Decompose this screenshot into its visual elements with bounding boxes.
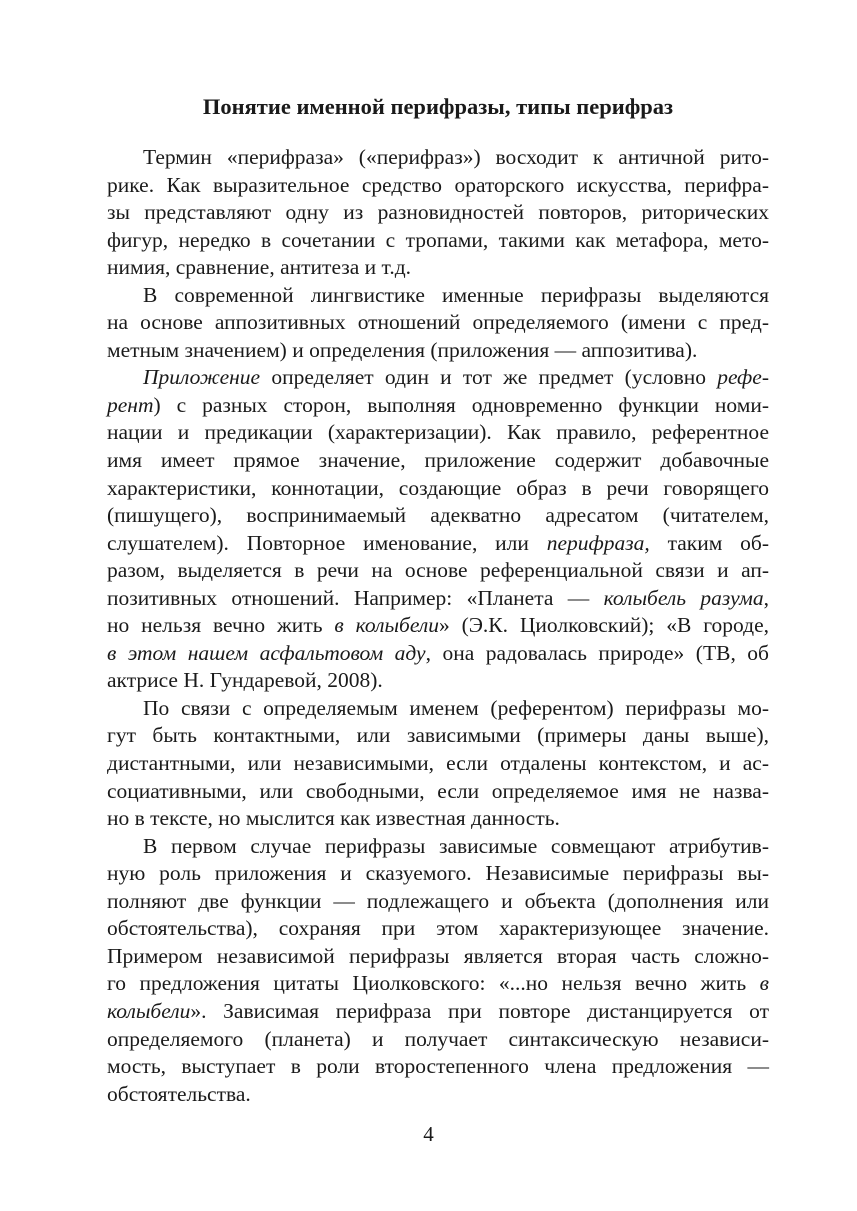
page-title: Понятие именной перифразы, типы перифраз bbox=[202, 94, 674, 119]
text-segment: » (Э.К. Циолковский); «В городе, bbox=[438, 613, 770, 638]
text-segment: , она радовалась природе» (ТВ, об bbox=[425, 640, 769, 665]
italic-term: Приложение bbox=[143, 365, 261, 390]
text-segment: фигур, нередко в сочетании с тропами, такими как метафора, мето- bbox=[107, 227, 769, 252]
text-line bbox=[107, 1026, 769, 1054]
text-line bbox=[107, 750, 769, 778]
text-segment: определяемого (планета) и получает синтаксическую независи- bbox=[107, 1026, 769, 1051]
text-segment: В современной лингвистике именные перифразы выделяются bbox=[143, 282, 769, 307]
text-body bbox=[107, 144, 769, 1108]
paragraph bbox=[107, 833, 769, 1108]
page-number: 4 bbox=[423, 1122, 434, 1146]
text-line bbox=[107, 612, 769, 640]
text-segment: ) с разных сторон, выполняя одновременно функции номи- bbox=[153, 392, 769, 417]
text-line bbox=[107, 475, 769, 503]
text-segment: на основе аппозитивных отношений определяемого (имени с пред- bbox=[107, 310, 769, 335]
text-segment: мость, выступает в роли второстепенного члена предложения — bbox=[107, 1054, 769, 1079]
paragraph bbox=[107, 282, 769, 365]
italic-term: рент bbox=[107, 392, 154, 417]
text-line bbox=[107, 1081, 769, 1109]
text-line bbox=[107, 915, 769, 943]
italic-term: рефе- bbox=[717, 365, 769, 390]
italic-term: колыбель разума bbox=[603, 585, 764, 610]
text-line bbox=[107, 833, 769, 861]
text-segment: , bbox=[763, 585, 769, 610]
text-segment: обстоятельства. bbox=[107, 1081, 251, 1106]
text-segment: дистантными, или независимыми, если отдалены контекстом, и ас- bbox=[107, 751, 769, 776]
text-line bbox=[107, 667, 769, 695]
text-segment: зы представляют одну из разновидностей повторов, риторических bbox=[107, 200, 769, 225]
text-segment: По связи с определяемым именем (референтом) перифразы мо- bbox=[143, 695, 769, 720]
text-segment: актрисе Н. Гундаревой, 2008). bbox=[107, 668, 383, 693]
text-line bbox=[107, 557, 769, 585]
text-segment: но в тексте, но мыслится как известная данность. bbox=[107, 806, 560, 831]
text-segment: обстоятельства), сохраняя при этом характеризующее значение. bbox=[107, 916, 769, 941]
text-segment: Термин «перифраза» («перифраз») восходит к античной рито- bbox=[143, 145, 769, 169]
text-line bbox=[107, 860, 769, 888]
text-segment: разом, выделяется в речи на основе референциальной связи и ап- bbox=[107, 558, 769, 583]
text-line bbox=[107, 309, 769, 337]
text-line bbox=[107, 172, 769, 200]
text-line bbox=[107, 640, 769, 668]
text-segment: Примером независимой перифразы является вторая часть сложно- bbox=[107, 943, 769, 968]
text-segment: ». Зависимая перифраза при повторе дистанцируется от bbox=[190, 998, 769, 1023]
text-segment: В первом случае перифразы зависимые совмещают атрибутив- bbox=[143, 833, 769, 858]
text-segment: гут быть контактными, или зависимыми (примеры даны выше), bbox=[107, 723, 769, 748]
text-segment: нимия, сравнение, антитеза и т.д. bbox=[107, 255, 412, 280]
text-line bbox=[107, 1053, 769, 1081]
text-line bbox=[107, 144, 769, 172]
text-segment: метным значением) и определения (приложения — аппозитива). bbox=[107, 337, 698, 362]
text-segment: го предложения цитаты Циолковского: «...но нельзя вечно жить bbox=[107, 971, 760, 996]
italic-term: колыбели bbox=[107, 998, 191, 1023]
paragraph bbox=[107, 695, 769, 833]
text-segment: но нельзя вечно жить bbox=[107, 613, 335, 638]
text-line bbox=[107, 199, 769, 227]
text-segment: таким об- bbox=[649, 530, 769, 555]
text-line bbox=[107, 888, 769, 916]
text-line bbox=[107, 502, 769, 530]
text-segment: нации и предикации (характеризации). Как правило, референтное bbox=[107, 420, 769, 445]
text-segment: (пишущего), воспринимаемый адекватно адресатом (читателем, bbox=[107, 503, 769, 528]
text-line bbox=[107, 419, 769, 447]
text-segment: полняют две функции — подлежащего и объекта (дополнения или bbox=[107, 888, 769, 913]
text-line bbox=[107, 392, 769, 420]
italic-term: в колыбели bbox=[334, 613, 439, 638]
text-line bbox=[107, 970, 769, 998]
text-segment: характеристики, коннотации, создающие образ в речи говорящего bbox=[107, 475, 769, 500]
text-segment: позитивных отношений. Например: «Планета — bbox=[107, 585, 604, 610]
text-segment: социативными, или свободными, если определяемое имя не назва- bbox=[107, 778, 769, 803]
italic-term: в bbox=[759, 971, 769, 996]
text-line bbox=[107, 943, 769, 971]
text-line bbox=[107, 447, 769, 475]
italic-term: перифраза, bbox=[546, 530, 650, 555]
italic-term: в этом нашем асфальтовом аду bbox=[107, 640, 426, 665]
text-line bbox=[107, 227, 769, 255]
text-line bbox=[107, 695, 769, 723]
text-line bbox=[107, 585, 769, 613]
page-body bbox=[107, 92, 769, 1108]
text-segment: слушателем). Повторное именование, или bbox=[107, 530, 547, 555]
text-line bbox=[107, 364, 769, 392]
text-line bbox=[107, 998, 769, 1026]
paragraph bbox=[107, 364, 769, 695]
text-segment: рике. Как выразительное средство ораторского искусства, перифра- bbox=[107, 172, 769, 197]
text-line bbox=[107, 282, 769, 310]
text-line bbox=[107, 805, 769, 833]
text-line bbox=[107, 778, 769, 806]
text-line bbox=[107, 254, 769, 282]
text-segment: имя имеет прямое значение, приложение содержит добавочные bbox=[107, 448, 769, 473]
text-line bbox=[107, 722, 769, 750]
text-segment: ную роль приложения и сказуемого. Независимые перифразы вы- bbox=[107, 861, 769, 886]
text-line bbox=[107, 337, 769, 365]
text-line bbox=[107, 530, 769, 558]
text-segment: определяет один и тот же предмет (условно bbox=[260, 365, 718, 390]
paragraph bbox=[107, 144, 769, 282]
